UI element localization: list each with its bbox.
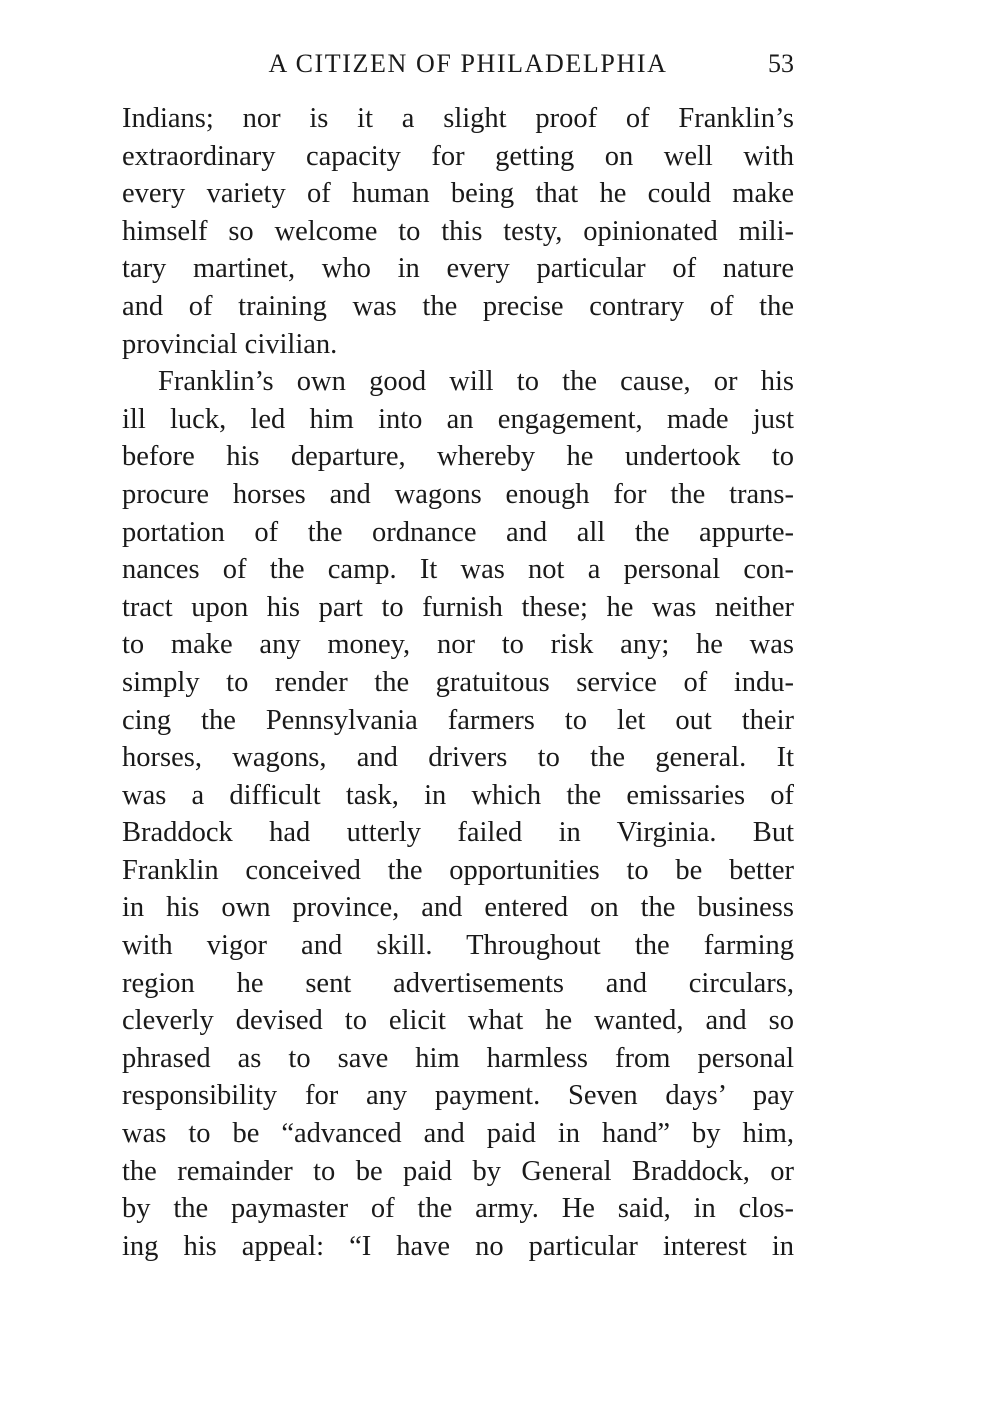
paragraph-1 (122, 100, 794, 363)
page-number: 53 (768, 49, 794, 78)
text-line: Franklin’s own good will to the cause, or his (158, 366, 794, 398)
running-head (122, 48, 794, 80)
text-line: nances of the camp. It was not a personal con- (122, 554, 794, 586)
text-line: Braddock had utterly failed in Virginia. But (122, 817, 794, 849)
text-line: ill luck, led him into an engagement, made just (122, 403, 794, 435)
text-line: tary martinet, who in every particular of nature (122, 253, 794, 285)
text-line: procure horses and wagons enough for the trans- (122, 478, 794, 510)
text-line: Franklin conceived the opportunities to be better (122, 854, 794, 886)
text-line: tract upon his part to furnish these; he was neither (122, 591, 794, 623)
text-line: with vigor and skill. Throughout the farming (122, 930, 794, 962)
paragraph-2 (122, 363, 794, 1265)
text-line: cleverly devised to elicit what he wanted, and so (122, 1005, 794, 1037)
text-line: every variety of human being that he could make (122, 178, 794, 210)
text-line: horses, wagons, and drivers to the general. It (122, 742, 794, 774)
text-line: responsibility for any payment. Seven days’ pay (122, 1080, 794, 1112)
text-line: region he sent advertisements and circulars, (122, 967, 794, 999)
text-line: and of training was the precise contrary of the (122, 290, 794, 322)
running-title: A CITIZEN OF PHILADELPHIA (268, 49, 668, 78)
text-line: simply to render the gratuitous service of indu- (122, 666, 794, 698)
text-line: to make any money, nor to risk any; he was (122, 629, 794, 661)
text-line: by the paymaster of the army. He said, in clos- (122, 1193, 794, 1225)
text-line: extraordinary capacity for getting on well with (122, 140, 794, 172)
text-line: the remainder to be paid by General Braddock, or (122, 1155, 794, 1187)
text-line: himself so welcome to this testy, opinionated mili- (122, 215, 794, 247)
text-line: Indians; nor is it a slight proof of Franklin’s (122, 103, 794, 134)
text-line: provincial civilian. (122, 328, 338, 360)
text-line: cing the Pennsylvania farmers to let out their (122, 704, 794, 736)
text-line: was a difficult task, in which the emissaries of (122, 779, 794, 811)
text-line: in his own province, and entered on the business (122, 892, 794, 924)
body-text (122, 100, 794, 1265)
text-line: before his departure, whereby he undertook to (122, 441, 794, 473)
text-line: ing his appeal: “I have no particular interest in (122, 1230, 794, 1262)
text-line: portation of the ordnance and all the appurte- (122, 516, 794, 548)
text-line: phrased as to save him harmless from personal (122, 1042, 794, 1074)
text-line: was to be “advanced and paid in hand” by him, (122, 1118, 794, 1150)
